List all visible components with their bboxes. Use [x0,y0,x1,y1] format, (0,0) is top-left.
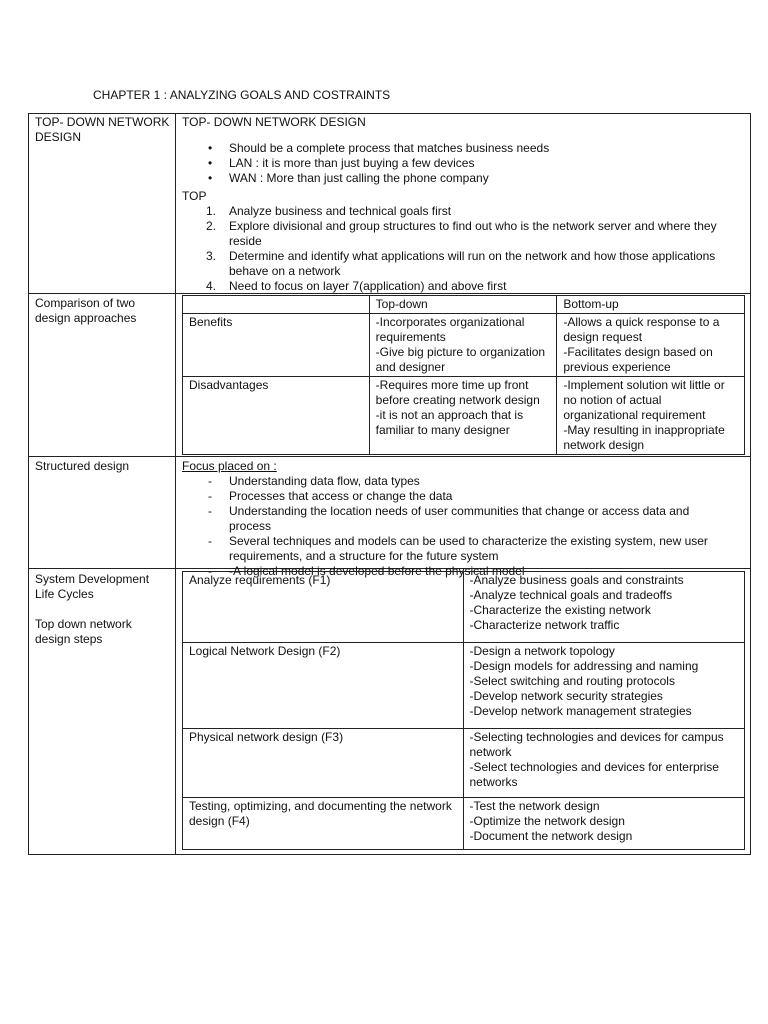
list-item: - Understanding data flow, data types [182,474,727,489]
list-item: • WAN : More than just calling the phone company [182,171,747,186]
list-item: - Several techniques and models can be used to characterize the existing system, new user requirements, and a structure for the future system [182,534,727,564]
row-label-comparison: Comparison of two design approaches [35,296,137,325]
phase-name: Logical Network Design (F2) [183,643,464,729]
section-heading: TOP- DOWN NETWORK DESIGN [182,115,366,129]
list-item: - Understanding the location needs of user communities that change or access data and process [182,504,727,534]
list-item: 3. Determine and identify what applications will run on the network and how those applications behave on a network [206,249,716,278]
list-item: 2. Explore divisional and group structures to find out who is the network server and where they reside [206,219,717,248]
table-cell [183,296,370,314]
table-header: Top-down [369,296,557,314]
list-item: 4. Need to focus on layer 7(application) and above first [206,279,507,293]
phase-steps: -Test the network design -Optimize the network design -Document the network design [463,798,745,850]
phase-name: Physical network design (F3) [183,729,464,798]
table-cell: Disadvantages [183,377,370,455]
row-label-top-down: TOP- DOWN NETWORK DESIGN [35,115,170,144]
phase-steps: -Selecting technologies and devices for campus network -Select technologies and devices for enterprise networks [463,729,745,798]
table-cell: -Allows a quick response to a design request -Facilitates design based on previous experience [557,314,745,377]
table-row [183,296,745,314]
list-item: 1. Analyze business and technical goals first [206,204,452,218]
table-row [183,377,745,455]
table-row [183,643,745,729]
row-label-top-down-steps: Top down network design steps [35,617,132,646]
column-divider [175,113,176,855]
sdlc-table [182,571,745,850]
table-cell: Benefits [183,314,370,377]
table-row [183,314,745,377]
table-row [183,729,745,798]
phase-name: Analyze requirements (F1) [183,572,464,643]
row-label-structured-design: Structured design [35,459,130,473]
list-item: • LAN : it is more than just buying a few devices [182,156,747,171]
phase-steps: -Analyze business goals and constraints -Analyze technical goals and tradeoffs -Characterize the existing network -Characterize network traffic [463,572,745,643]
table-cell: -Requires more time up front before creating network design -it is not an approach that is familiar to many designer [369,377,557,455]
list-item: - -A logical model is developed before the physical model [182,564,727,579]
table-row [183,798,745,850]
subheading: TOP [182,189,207,203]
list-item: • Should be a complete process that matches business needs [182,141,747,156]
table-header: Bottom-up [557,296,745,314]
row-label-sdlc: System Development Life Cycles [35,572,150,601]
comparison-table [182,295,745,455]
table-row [183,572,745,643]
numbered-list [182,204,747,294]
row-divider [28,456,751,457]
focus-heading: Focus placed on : [182,459,277,473]
list-item: - Processes that access or change the data [182,489,727,504]
bullet-list [182,141,747,186]
phase-steps: -Design a network topology -Design models for addressing and naming -Select switching and routing protocols -Develop network security strategies -Develop network management strategies [463,643,745,729]
dash-list [182,474,727,579]
table-cell: -Incorporates organizational requirements -Give big picture to organization and designer [369,314,557,377]
page-title: CHAPTER 1 : ANALYZING GOALS AND COSTRAINTS [93,88,391,102]
phase-name: Testing, optimizing, and documenting the network design (F4) [183,798,464,850]
table-cell: -Implement solution wit little or no notion of actual organizational requirement -May resulting in inappropriate network design [557,377,745,455]
